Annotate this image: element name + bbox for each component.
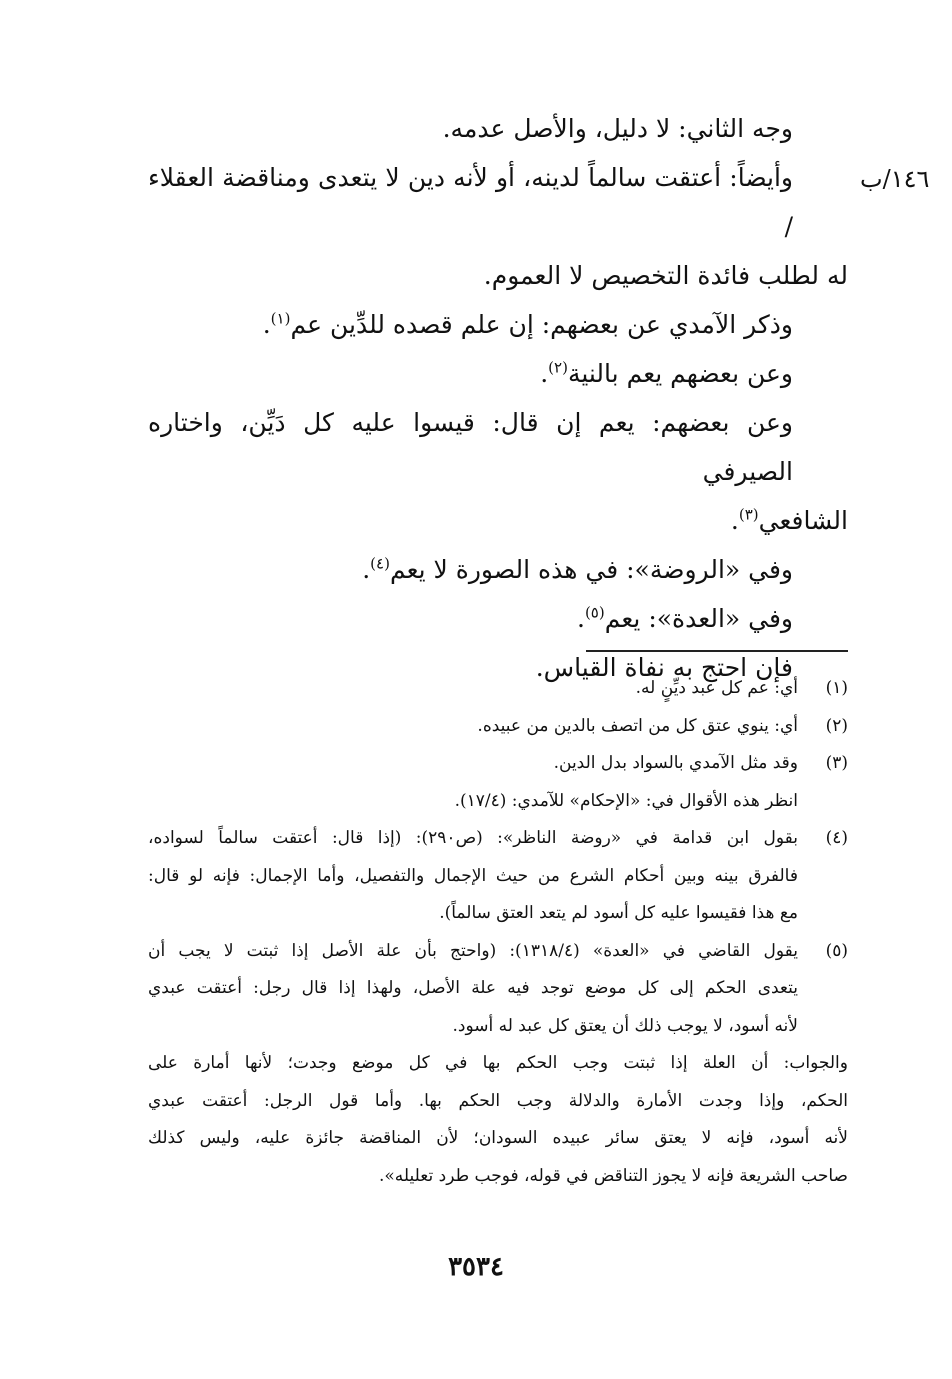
main-line-text: وأيضاً: أعتقت سالماً لدينه، أو لأنه دين لا يتعدى ومناقضة العقلاء / [148,163,793,241]
footnote [148,933,848,1046]
footnote-body [148,820,798,933]
footnote [148,670,848,708]
main-line-text: وذكر الآمدي عن بعضهم: إن علم قصده للدِّين عم [290,310,793,339]
footnote-line: مع هذا فقيسوا عليه كل أسود لم يتعد العتق سالماً). [439,903,798,923]
footnote-line: يقول القاضي في «العدة» (١٣١٨/٤): (واحتج بأن علة الأصل إذا ثبتت لا يجب أن [148,940,798,961]
line-ending-punctuation: . [362,555,371,584]
main-line [148,300,848,349]
footnote-number: (١) [825,678,848,698]
main-line [148,153,848,251]
footnote-reference: (١) [270,309,291,328]
main-line-text: وعن بعضهم يعم بالنية [567,359,793,388]
main-line [148,545,848,594]
line-ending-punctuation: . [730,506,739,535]
footnote-continuation [148,783,848,821]
footnotes-section [148,670,848,1195]
margin-folio-note: ١٤٦/ب [860,165,930,193]
main-line-text: وفي «العدة»: يعم [604,604,793,633]
footnote-number: (٥) [825,940,848,961]
main-line [148,594,848,643]
footnote-number: (٣) [825,753,848,773]
footnote-body [148,933,798,1046]
footnote-line: لأنه أسود، لا يوجب ذلك أن يعتق كل عبد له أسود. [452,1015,798,1036]
footnote-number: (٤) [825,828,848,848]
footnote [148,745,848,783]
main-line [148,349,848,398]
footnote-body [148,708,798,746]
main-line-text: له لطلب فائدة التخصيص لا العموم. [483,261,848,290]
line-ending-punctuation: . [262,310,271,339]
footnote-reference: (٥) [584,603,605,622]
footnote-line: بقول ابن قدامة في «روضة الناظر»: (ص٢٩٠): (إذا قال: أعتقت سالماً لسواده، [148,828,798,848]
footnote-reference: (٣) [738,505,759,524]
main-line-text: فإن احتج به نفاة القياس. [535,653,793,682]
main-line-text: وفي «الروضة»: في هذه الصورة لا يعم [389,555,793,584]
footnote-line: وقد مثل الآمدي بالسواد بدل الدين. [553,753,798,773]
line-ending-punctuation: . [540,359,549,388]
footnote-line: والجواب: أن العلة إذا ثبتت وجب الحكم بها في كل موضع وجدت؛ لأنها أمارة على [148,1053,848,1073]
footnote-line: يتعدى الحكم إلى كل موضع توجد فيه علة الأصل، ولهذا إذا قال رجل: أعتقت عبدي [148,978,798,998]
page-number: ٣٥٣٤ [448,1252,504,1282]
footnote [148,820,848,933]
main-line [148,251,848,300]
footnote-separator [586,650,848,652]
footnote [148,708,848,746]
main-text [148,104,848,692]
footnote-number: (٢) [825,715,848,736]
main-line [148,496,848,545]
footnote-body [148,745,798,783]
footnote-line: انظر هذه الأقوال في: «الإحكام» للآمدي: (١٧/٤). [454,790,798,811]
line-ending-punctuation: . [576,604,585,633]
footnote-line: صاحب الشريعة فإنه لا يجوز التناقض في قوله، فوجب طرد تعليله». [378,1165,848,1186]
footnote-line: أي: ينوي عتق كل من اتصف بالدين من عبيده. [477,715,798,736]
main-line-text: وجه الثاني: لا دليل، والأصل عدمه. [442,114,793,143]
main-line-text: الشافعي [758,506,848,535]
footnote-reference: (٤) [370,554,390,573]
main-line [148,398,848,496]
footnote-continuation [148,1045,848,1195]
footnote-line: الحكم، وإذا وجدت الأمارة والدلالة وجب الحكم بها. وأما قول الرجل: أعتقت عبدي [148,1090,848,1111]
footnote-reference: (٢) [548,358,568,377]
footnote-line: لأنه أسود، فإنه لا يعتق سائر عبيده السودان؛ لأن المناقضة جائزة عليه، وليس كذلك [148,1128,848,1148]
footnote-line: أي: عم كل عبد ديِّنٍ له. [635,678,798,698]
footnote-line: فالفرق بينه وبين أحكام الشرع من حيث الإجمال والتفصيل، وأما الإجمال: فإنه لو قال: [148,865,798,886]
footnote-body [148,670,798,708]
main-line [148,104,848,153]
main-line-text: وعن بعضهم: يعم إن قال: قيسوا عليه كل دَيِّن، واختاره الصيرفي [148,408,793,486]
